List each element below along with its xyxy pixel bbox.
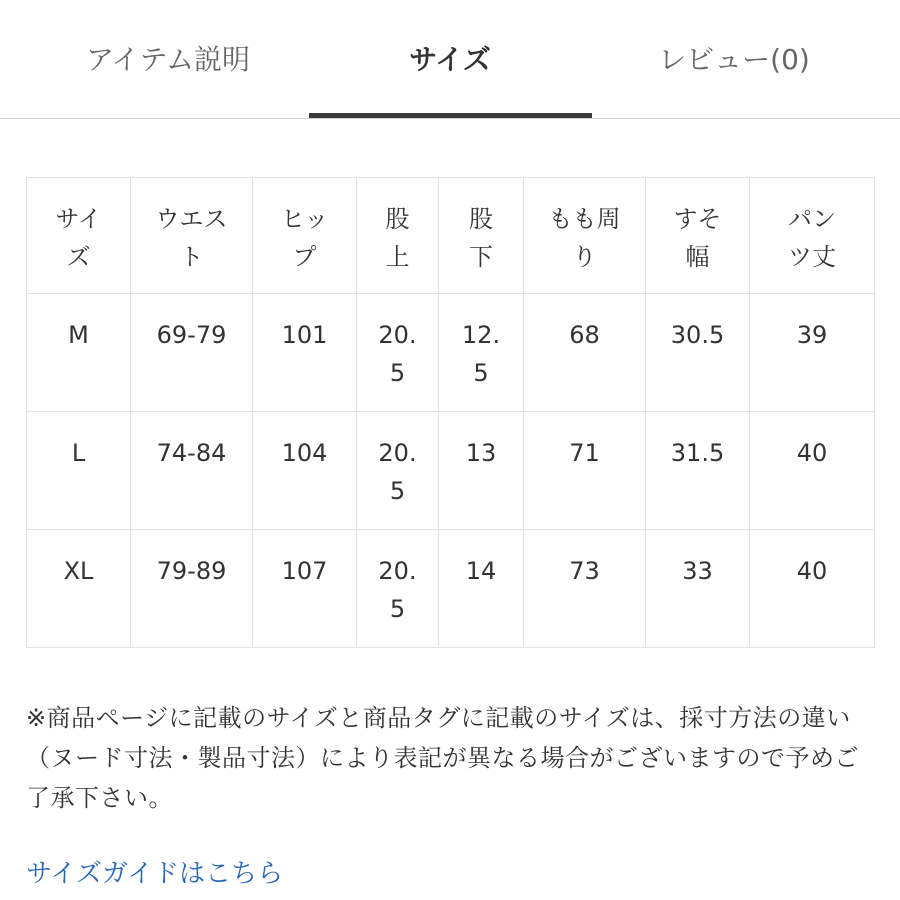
cell-value: 73 — [569, 557, 600, 585]
cell-value: 20.5 — [378, 557, 417, 623]
cell-value: 107 — [281, 557, 328, 585]
cell-value: 101 — [281, 321, 328, 349]
tab-size[interactable]: サイズ — [409, 43, 491, 76]
table-cell — [27, 294, 131, 412]
table-cell — [524, 412, 646, 530]
table-row — [27, 530, 875, 648]
header-label: ヒップ — [280, 205, 329, 271]
table-header-cell — [357, 178, 439, 294]
tab-reviews[interactable]: レビュー(0) — [658, 43, 810, 76]
table-header-cell — [253, 178, 357, 294]
cell-value: 13 — [465, 439, 497, 467]
cell-value: L — [71, 439, 86, 467]
table-header-cell — [439, 178, 524, 294]
table-cell — [253, 294, 357, 412]
table-cell — [524, 530, 646, 648]
tab-bar — [0, 0, 900, 119]
cell-value: 40 — [796, 439, 828, 467]
cell-value: 33 — [682, 557, 713, 585]
table-row — [27, 294, 875, 412]
header-label: すそ幅 — [673, 205, 722, 271]
table-header-cell — [750, 178, 875, 294]
header-label: もも周り — [548, 205, 621, 271]
cell-value: 12.5 — [461, 321, 501, 387]
header-label: パンツ丈 — [788, 205, 836, 271]
table-cell — [750, 530, 875, 648]
table-cell — [439, 530, 524, 648]
cell-value: 20.5 — [378, 439, 417, 505]
table-cell — [27, 412, 131, 530]
table-cell — [131, 294, 253, 412]
cell-value: 30.5 — [670, 321, 725, 349]
table-header-cell — [27, 178, 131, 294]
cell-value: 39 — [796, 321, 828, 349]
header-label: 股下 — [469, 205, 493, 271]
table-cell — [646, 530, 750, 648]
cell-value: 69-79 — [156, 321, 227, 349]
table-header-cell — [524, 178, 646, 294]
header-label: 股上 — [385, 205, 410, 271]
cell-value: M — [68, 321, 89, 349]
cell-value: 14 — [465, 557, 497, 585]
table-cell — [439, 412, 524, 530]
header-label: サイズ — [55, 205, 102, 271]
table-cell — [357, 412, 439, 530]
cell-value: 74-84 — [156, 439, 227, 467]
cell-value: 71 — [569, 439, 600, 467]
size-table-header — [27, 178, 875, 294]
cell-value: 104 — [281, 439, 328, 467]
table-header-cell — [646, 178, 750, 294]
size-guide-link[interactable]: サイズガイドはこちら — [26, 859, 284, 889]
cell-value: 68 — [569, 321, 600, 349]
table-cell — [131, 412, 253, 530]
table-cell — [439, 294, 524, 412]
table-cell — [27, 530, 131, 648]
table-header-cell — [131, 178, 253, 294]
table-cell — [646, 294, 750, 412]
cell-value: 31.5 — [670, 439, 725, 467]
table-row — [27, 412, 875, 530]
table-cell — [750, 294, 875, 412]
cell-value: 79-89 — [156, 557, 227, 585]
table-cell — [131, 530, 253, 648]
cell-value: 20.5 — [378, 321, 417, 387]
table-header-row — [27, 178, 875, 294]
table-cell — [646, 412, 750, 530]
size-table — [26, 177, 875, 648]
size-notice-text: ※商品ページに記載のサイズと商品タグに記載のサイズは、採寸方法の違い（ヌード寸法・製品寸法）により表記が異なる場合がございますので予めご了承下さい。 — [26, 704, 859, 812]
cell-value: 40 — [796, 557, 828, 585]
table-cell — [524, 294, 646, 412]
cell-value: XL — [63, 557, 94, 585]
table-cell — [357, 294, 439, 412]
table-cell — [253, 412, 357, 530]
table-cell — [357, 530, 439, 648]
header-label: ウエスト — [155, 205, 228, 271]
active-tab-indicator — [309, 113, 592, 118]
table-cell — [253, 530, 357, 648]
tab-item-description[interactable]: アイテム説明 — [85, 43, 251, 76]
table-cell — [750, 412, 875, 530]
size-table-body — [27, 294, 875, 648]
